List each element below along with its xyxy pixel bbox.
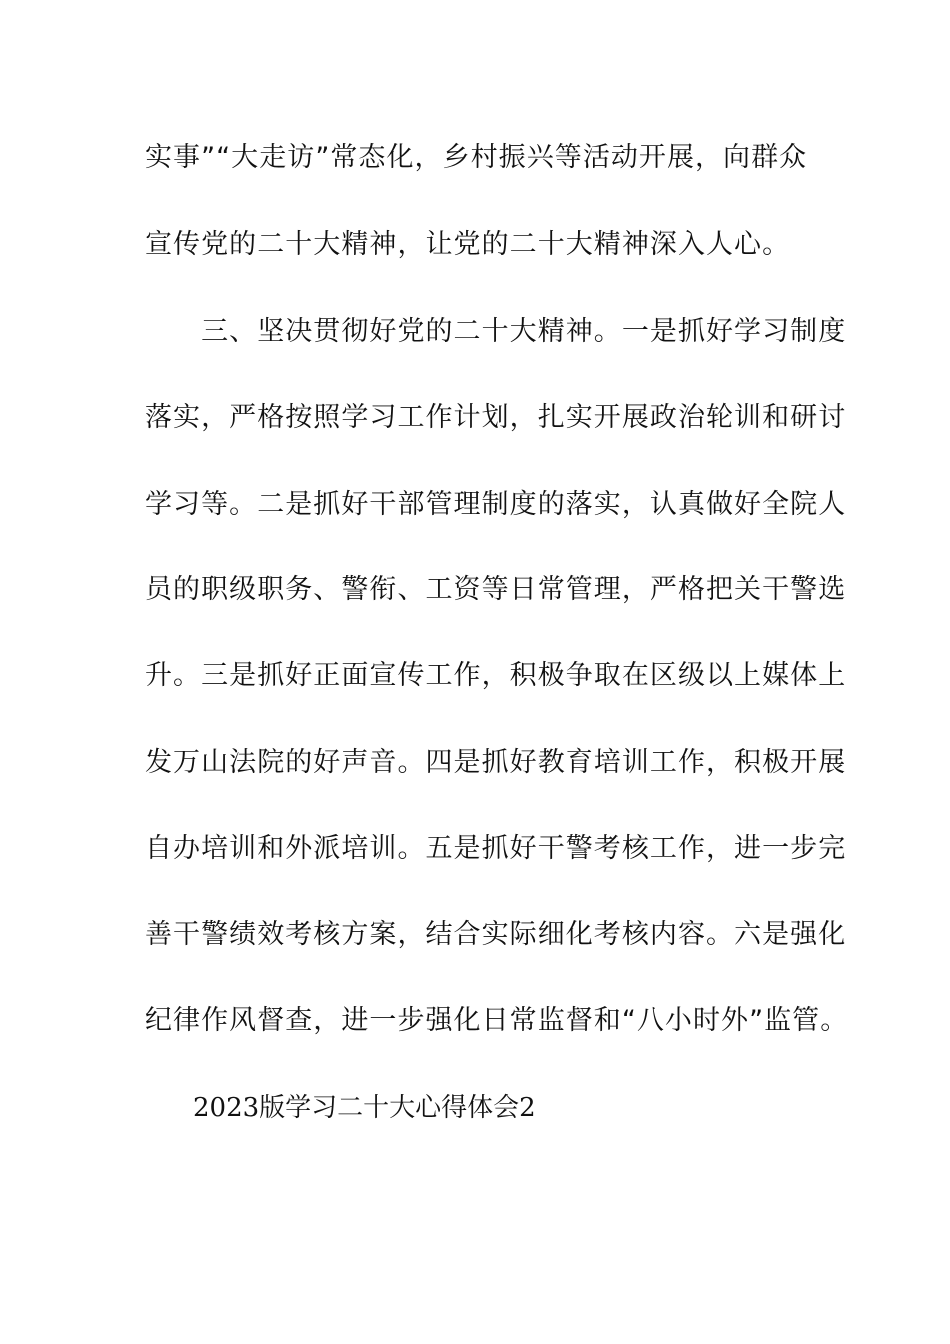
body-text-line: 纪律作风督查，进一步强化日常监督和“八小时外”监管。 [145,1005,849,1036]
body-text-line: 升。三是抓好正面宣传工作，积极争取在区级以上媒体上 [145,660,847,691]
body-text-line: 发万山法院的好声音。四是抓好教育培训工作，积极开展 [145,747,847,778]
body-text-line: 宣传党的二十大精神，让党的二十大精神深入人心。 [145,229,791,260]
body-text-line: 三、坚决贯彻好党的二十大精神。一是抓好学习制度 [145,316,847,347]
body-text-line: 实事”“大走访”常态化，乡村振兴等活动开展，向群众 [145,142,808,173]
section-heading: 2023版学习二十大心得体会2 [193,1093,536,1123]
body-text-line: 员的职级职务、警衔、工资等日常管理，严格把关干警选 [145,574,847,605]
body-text-line: 落实，严格按照学习工作计划，扎实开展政治轮训和研讨 [145,402,847,433]
body-text-line: 自办培训和外派培训。五是抓好干警考核工作，进一步完 [145,833,847,864]
body-text-line: 善干警绩效考核方案，结合实际细化考核内容。六是强化 [145,919,847,950]
body-text-line: 学习等。二是抓好干部管理制度的落实，认真做好全院人 [145,489,847,520]
